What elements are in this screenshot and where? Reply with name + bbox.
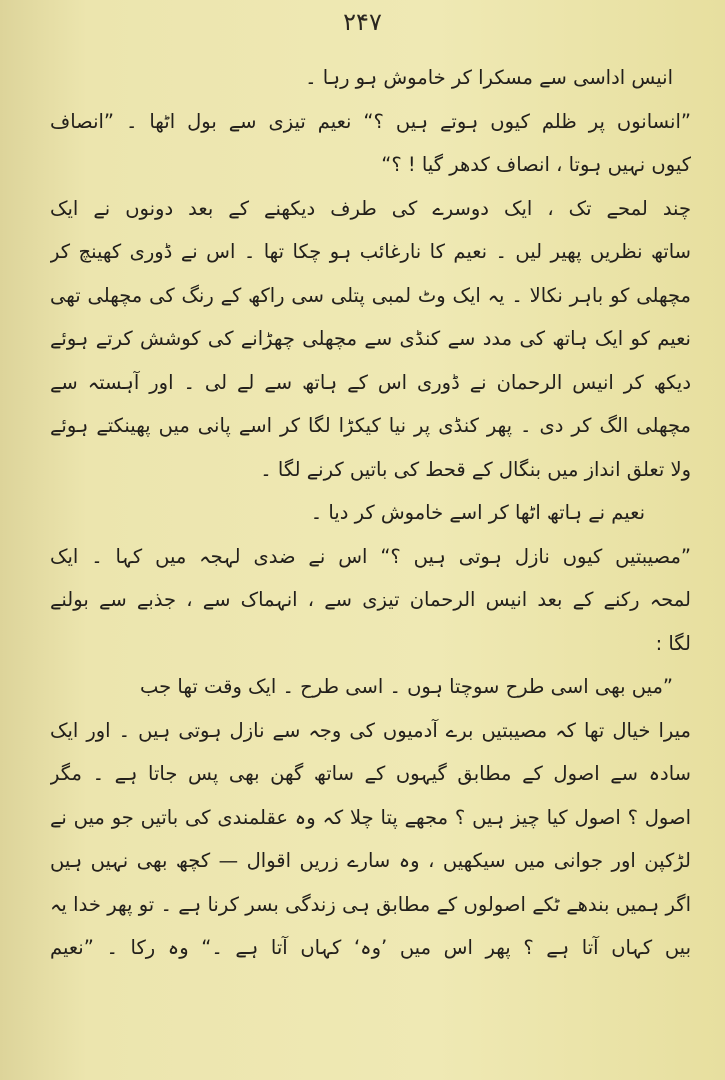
text-line: انیس اداسی سے مسکرا کر خاموش ہو رہا ۔ <box>305 66 673 89</box>
page-number: ۲۴۷ <box>343 8 382 36</box>
page-text <box>50 56 691 970</box>
text-line: سادہ سے اصول کے مطابق گیہوں کے ساتھ گھن بھی پس جاتا ہے ۔ مگر <box>50 762 691 785</box>
text-line: لمحہ رکنے کے بعد انیس الرحمان تیزی سے ، انہماک سے ، جذبے سے بولنے <box>50 588 691 611</box>
text-line: اصول ؟ اصول کیا چیز ہیں ؟ مجھے پتا چلا کہ وہ عقلمندی کی باتیں جو میں نے <box>50 805 691 829</box>
text-line: ساتھ نظریں پھیر لیں ۔ نعیم کا نارغائب ہو چکا تھا ۔ اس نے ڈوری کھینچ کر <box>50 240 691 263</box>
text-line: نعیم کو ایک ہاتھ کی مدد سے کنڈی سے مچھلی چھڑانے کی کوشش کرتے ہوئے <box>50 327 691 350</box>
text-line: لڑکپن اور جوانی میں سیکھیں ، وہ سارے زریں اقوال — کچھ بھی نہیں ہیں <box>50 849 691 872</box>
text-line: نعیم نے ہاتھ اٹھا کر اسے خاموش کر دیا ۔ <box>310 501 645 524</box>
text-line: بیں کہاں آتا ہے ؟ پھر اس میں ’وہ‘ کہاں آتا ہے ۔“ وہ رکا ۔ ”نعیم <box>50 936 691 959</box>
text-line: ”مصیبتیں کیوں نازل ہوتی ہیں ؟“ اس نے ضدی لہجہ میں کہا ۔ ایک <box>50 544 691 568</box>
text-line: اگر ہمیں بندھے ٹکے اصولوں کے مطابق ہی زندگی بسر کرنا ہے ۔ تو پھر خدا یہ <box>50 892 691 916</box>
text-line: ”انسانوں پر ظلم کیوں ہوتے ہیں ؟“ نعیم تیزی سے بول اٹھا ۔ ”انصاف <box>50 109 691 133</box>
text-line: مچھلی الگ کر دی ۔ پھر کنڈی پر نیا کیکڑا لگا کر اسے پانی میں پھینکتے ہوئے <box>50 414 691 437</box>
text-line: میرا خیال تھا کہ مصیبتیں برے آدمیوں کی وجہ سے نازل ہوتی ہیں ۔ اور ایک <box>50 718 691 742</box>
text-line: دیکھ کر انیس الرحمان نے ڈوری اس کے ہاتھ سے لے لی ۔ اور آہستہ سے <box>50 370 691 394</box>
text-line: ”میں بھی اسی طرح سوچتا ہوں ۔ اسی طرح ۔ ایک وقت تھا جب <box>140 675 673 698</box>
text-line: کیوں نہیں ہوتا ، انصاف کدھر گیا ! ؟“ <box>381 153 691 176</box>
text-line: چند لمحے تک ، ایک دوسرے کی طرف دیکھنے کے بعد دونوں نے ایک <box>50 196 691 220</box>
text-line: ولا تعلق انداز میں بنگال کے قحط کی باتیں کرنے لگا ۔ <box>260 457 691 481</box>
text-line: مچھلی کو باہر نکالا ۔ یہ ایک وٹ لمبی پتلی سی راکھ کے رنگ کی مچھلی تھی <box>50 283 691 307</box>
text-line: لگا : <box>655 631 691 655</box>
